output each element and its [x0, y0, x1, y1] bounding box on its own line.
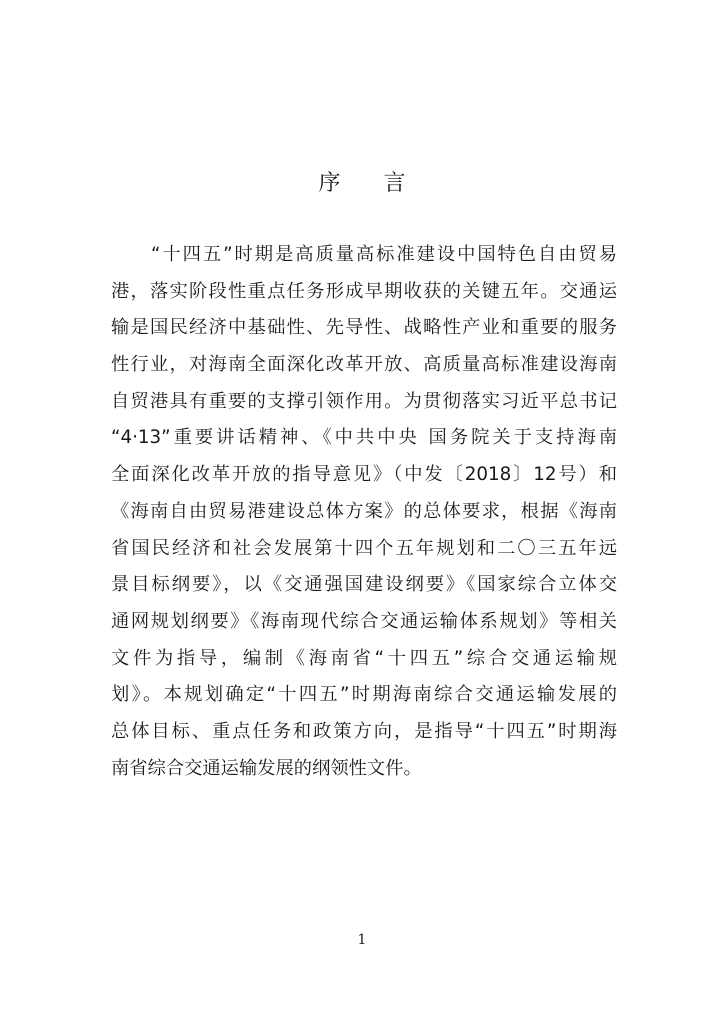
paragraph-line: 自贸港具有重要的支撑引领作用。为贯彻落实习近平总书记: [111, 390, 617, 412]
page-number: 1: [357, 932, 367, 948]
paragraph-line: 输是国民经济中基础性、先导性、战略性产业和重要的服务: [111, 317, 617, 339]
body-paragraph: [111, 240, 617, 790]
paragraph-line: 通网规划纲要》《海南现代综合交通运输体系规划》等相关: [111, 610, 617, 632]
page-title: 序 言: [318, 171, 424, 196]
paragraph-line: 性行业，对海南全面深化改革开放、高质量高标准建设海南: [111, 354, 617, 376]
paragraph-line: 港，落实阶段性重点任务形成早期收获的关键五年。交通运: [111, 280, 617, 302]
paragraph-line: 总体目标、重点任务和政策方向，是指导“十四五”时期海: [111, 720, 617, 742]
paragraph-line: 文件为指导，编制《海南省“十四五”综合交通运输规: [111, 647, 617, 669]
paragraph-line: 《海南自由贸易港建设总体方案》的总体要求，根据《海南: [111, 500, 617, 522]
paragraph-line: 省国民经济和社会发展第十四个五年规划和二〇三五年远: [111, 537, 617, 559]
paragraph-line: 全面深化改革开放的指导意见》（中发〔2018〕12号）和: [111, 464, 617, 486]
paragraph-line: 景目标纲要》，以《交通强国建设纲要》《国家综合立体交: [111, 574, 617, 596]
paragraph-line: 划》。本规划确定“十四五”时期海南综合交通运输发展的: [111, 684, 617, 706]
paragraph-line: “4·13”重要讲话精神、《中共中央 国务院关于支持海南: [111, 427, 617, 449]
paragraph-line: 南省综合交通运输发展的纲领性文件。: [111, 757, 422, 779]
paragraph-line: “十四五”时期是高质量高标准建设中国特色自由贸易: [151, 244, 617, 265]
